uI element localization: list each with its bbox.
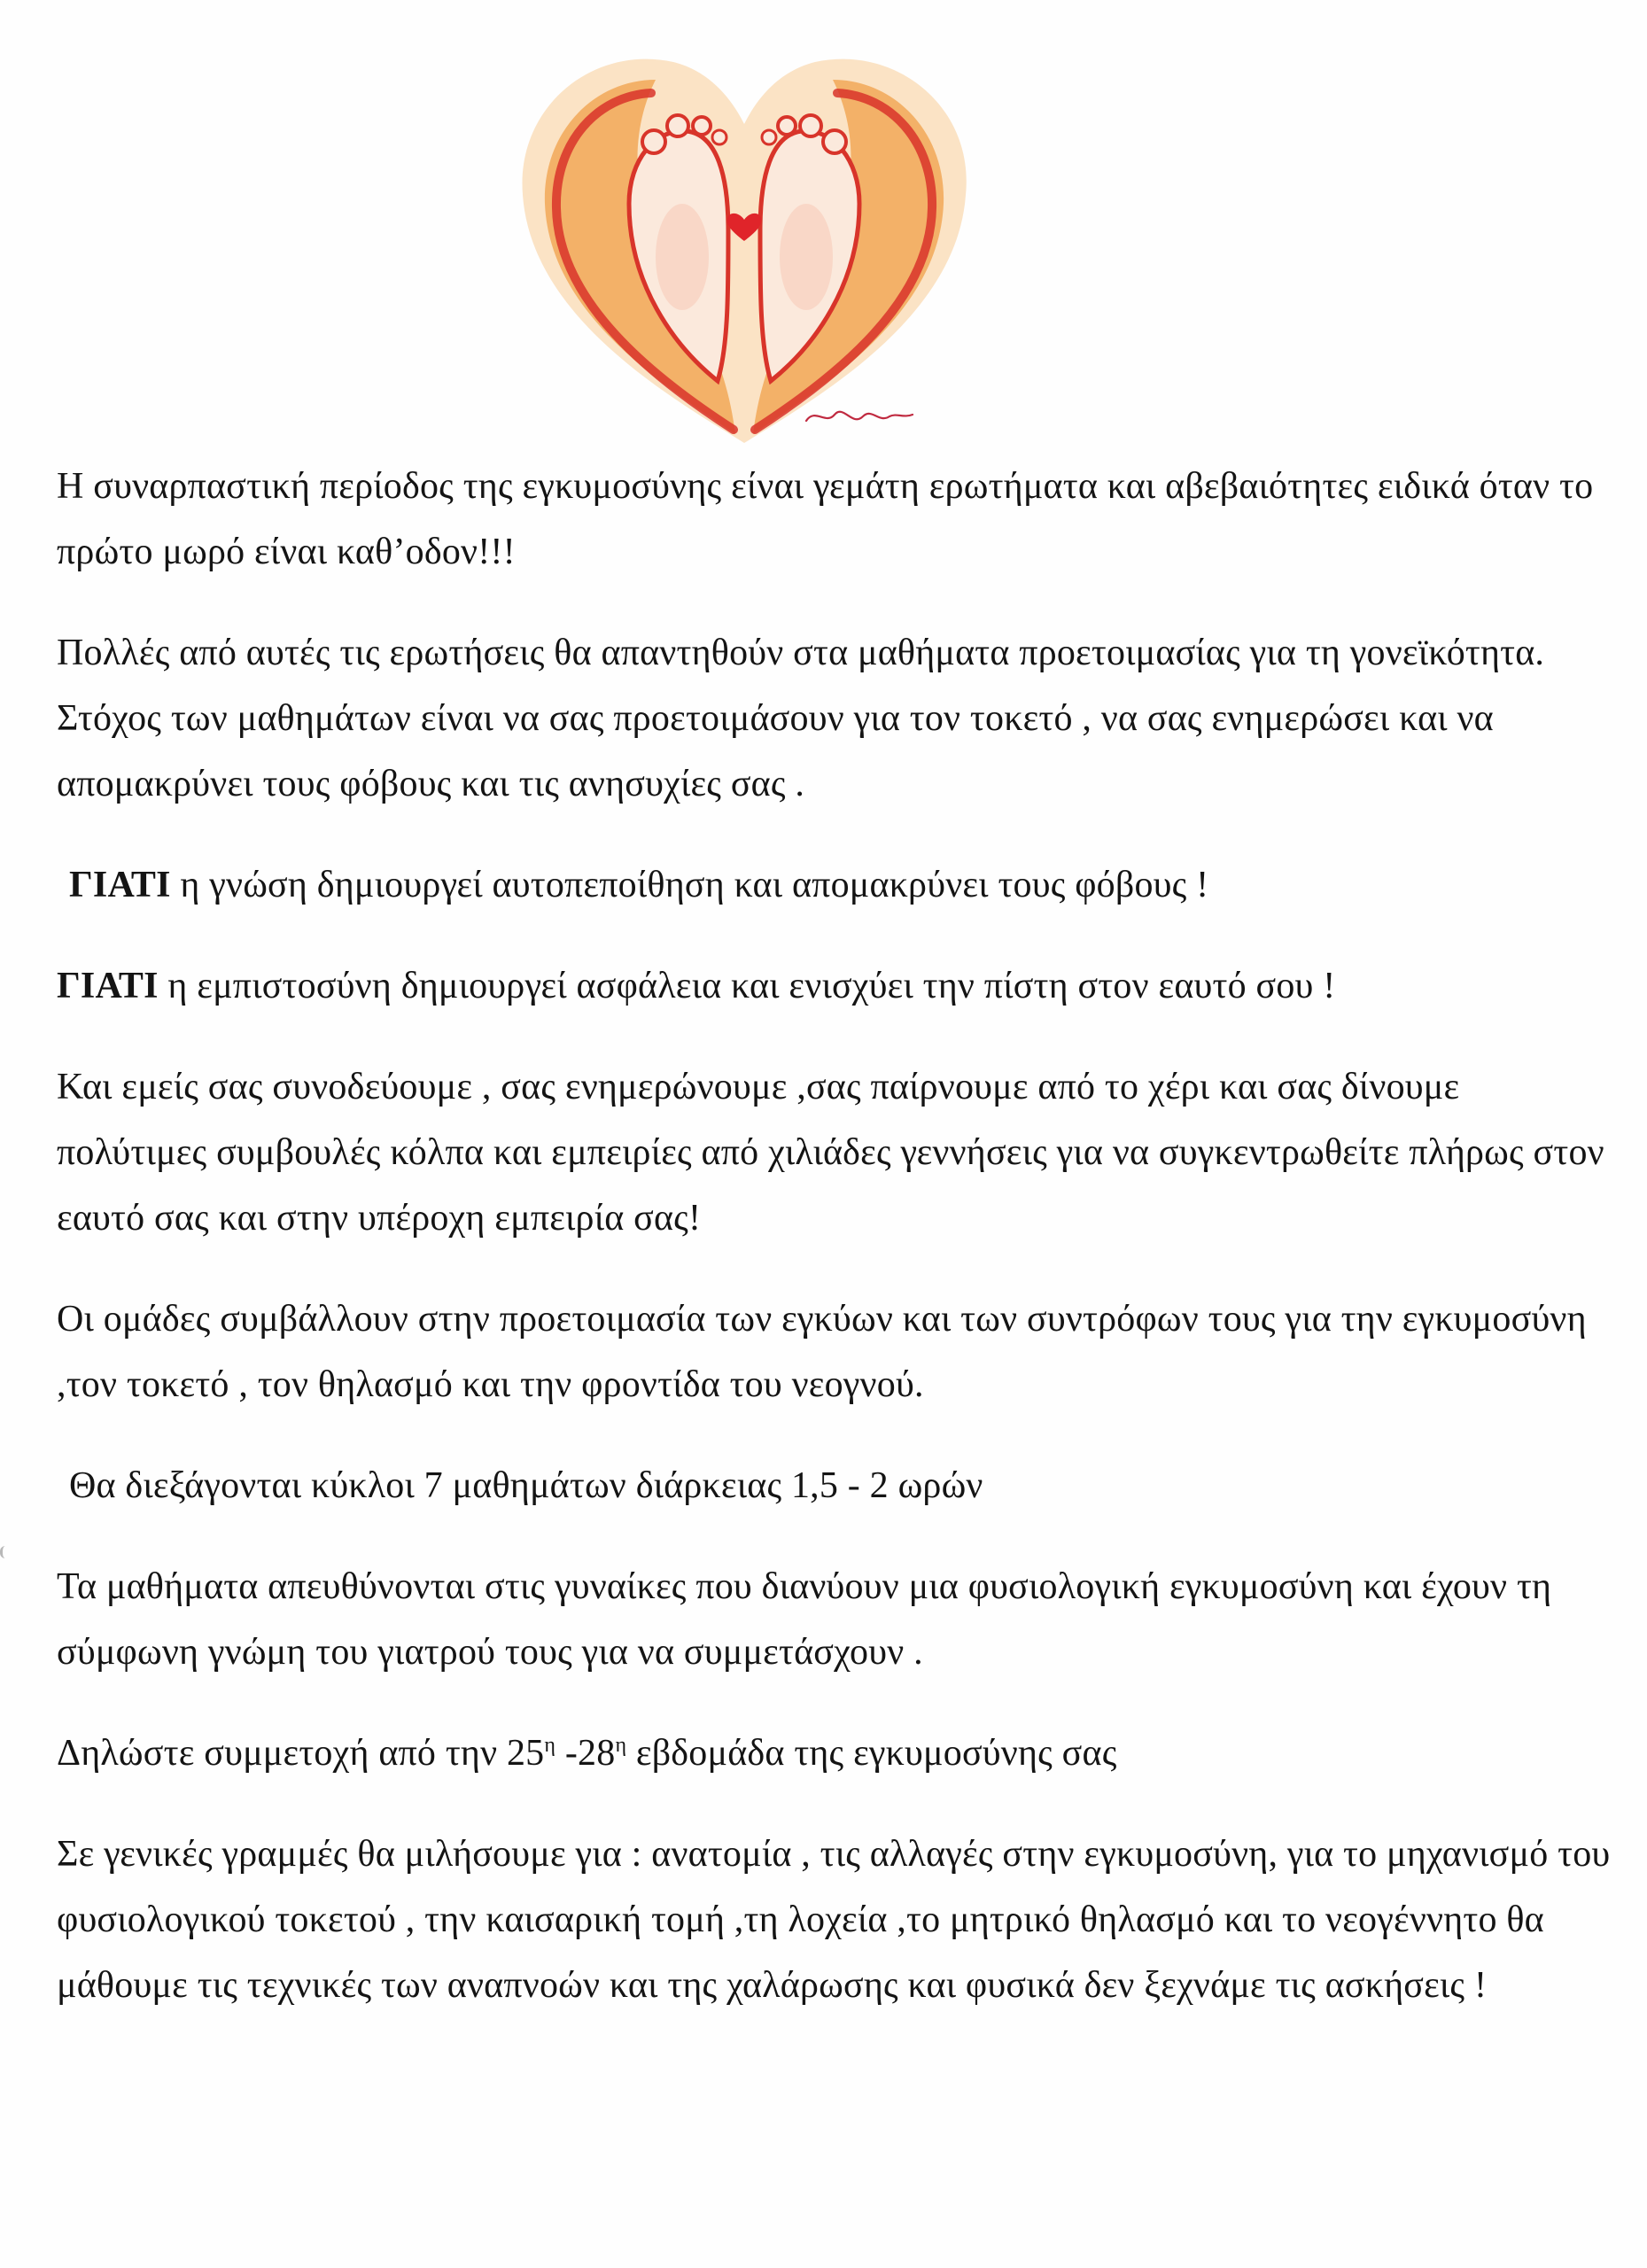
paragraph-why-knowledge bbox=[57, 852, 1616, 918]
paragraph-support: Και εμείς σας συνοδεύουμε , σας ενημερώνουμε ,σας παίρνουμε από το χέρι και σας δίνουμε πολύτιμες συμβουλές κόλπα και εμπειρίες από χιλιάδες γεννήσεις για να συγκεντρωθείτε πλήρως στον εαυτό σας και στην υπέροχη εμπειρία σας! bbox=[57, 1067, 1604, 1239]
registration-text-start: Δηλώστε συμμετοχή από την 25 bbox=[57, 1733, 545, 1774]
ordinal-superscript: η bbox=[544, 1734, 556, 1757]
heart-hands-baby-feet-illustration bbox=[496, 27, 992, 461]
registration-text-end: εβδομάδα της εγκυμοσύνης σας bbox=[626, 1733, 1117, 1774]
paragraph-questions: Πολλές από αυτές τις ερωτήσεις θα απαντηθούν στα μαθήματα προετοιμασίας για τη γονεϊκότητα. Στόχος των μαθημάτων είναι να σας προετοιμάσουν για τον τοκετό , να σας ενημερώσει και να απομακρύνει τους φόβους και τις ανησυχίες σας . bbox=[57, 633, 1545, 804]
ordinal-superscript: η bbox=[615, 1734, 627, 1757]
paragraph-why-knowledge-text: η γνώση δημιουργεί αυτοπεποίθηση και απομακρύνει τους φόβους ! bbox=[170, 865, 1209, 905]
emphasis-why: ΓΙΑΤΙ bbox=[57, 966, 159, 1006]
paragraph-registration bbox=[57, 1720, 1616, 1786]
paragraph-groups: Οι ομάδες συμβάλλουν στην προετοιμασία των εγκύων και των συντρόφων τους για την εγκυμοσύνη ,τον τοκετό , τον θηλασμό και την φροντίδα του νεογνού. bbox=[57, 1299, 1587, 1405]
paragraph-why-trust bbox=[57, 953, 1616, 1019]
paragraph-audience: Τα μαθήματα απευθύνονται στις γυναίκες που διανύουν μια φυσιολογική εγκυμοσύνη και έχουν τη σύμφωνη γνώμη του γιατρού τους για να συμμετάσχουν . bbox=[57, 1566, 1552, 1673]
registration-text-middle: -28 bbox=[555, 1733, 616, 1774]
paragraph-why-trust-text: η εμπιστοσύνη δημιουργεί ασφάλεια και ενισχύει την πίστη στον εαυτό σου ! bbox=[158, 966, 1336, 1006]
paragraph-intro: Η συναρπαστική περίοδος της εγκυμοσύνης είναι γεμάτη ερωτήματα και αβεβαιότητες ειδικά όταν το πρώτο μωρό είναι καθ’οδον!!! bbox=[57, 466, 1594, 572]
artist-signature bbox=[806, 412, 913, 421]
paragraph-sessions: Θα διεξάγονται κύκλοι 7 μαθημάτων διάρκειας 1,5 - 2 ωρών bbox=[69, 1465, 983, 1506]
document-body bbox=[57, 454, 1616, 2054]
emphasis-why: ΓΙΑΤΙ bbox=[69, 865, 171, 905]
paragraph-topics: Σε γενικές γραμμές θα μιλήσουμε για : ανατομία , τις αλλαγές στην εγκυμοσύνη, για το μηχανισμό του φυσιολογικού τοκετού , την καισαρική τομή ,τη λοχεία ,το μητρικό θηλασμό και το νεογέννητο θα μάθουμε τις τεχνικές των αναπνοών και της χαλάρωσης και φυσικά δεν ξεχνάμε τις ασκήσεις ! bbox=[57, 1834, 1611, 2006]
scan-mark bbox=[0, 1546, 12, 1558]
